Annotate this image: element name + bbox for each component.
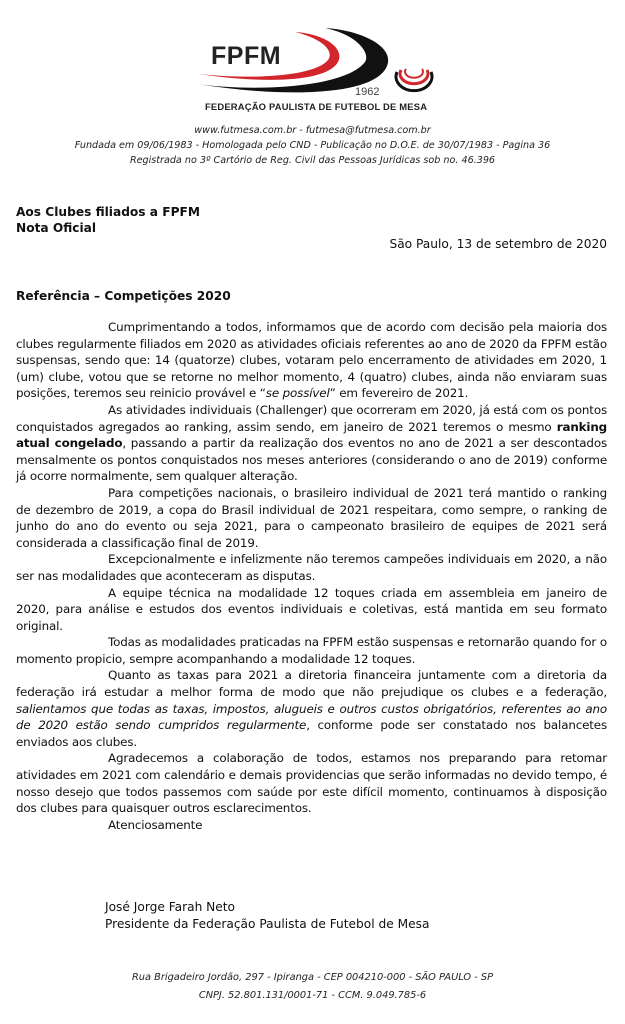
paragraph-text: , passando a partir da realização dos eventos no ano de 2021 a ser descontados mensalmente os pontos conquistados nos meses anteriores (considerando o ano de 2019) conforme já ocorre normalmente, sem qualquer alteração.	[16, 436, 607, 484]
paragraph-text: Cumprimentando a todos, informamos que de acordo com decisão pela maioria dos clubes regularmente filiados em 2020 as atividades oficiais referentes ao ano de 2020 da FPFM estão suspensas, sendo que: 14 (quatorze) clubes, votaram pelo encerramento de atividades em 2020, 1 (um) clube, votou que se retorne no melhor momento, 4 (quatro) clubes, ainda não enviaram suas posições, teremos seu reinicio provável e “	[16, 320, 607, 401]
fpfm-logo	[195, 22, 445, 118]
paragraph: A equipe técnica na modalidade 12 toques criada em assembleia em janeiro de 2020, para análise e estudos dos eventos individuais e coletivas, está mantida em seu formato original.	[16, 585, 607, 633]
logo-year: 1962	[355, 86, 380, 98]
paragraph-italic-text: salientamos que todas as taxas, impostos, alugueis e outros custos obrigatórios, referentes ao ano de 2020 estão sendo cumpridos regularmente	[16, 701, 607, 733]
paragraph: Excepcionalmente e infelizmente não teremos campeões individuais em 2020, a não ser nas modalidades que aconteceram as disputas.	[16, 552, 607, 583]
reference-heading: Referência – Competições 2020	[16, 289, 231, 303]
paragraph-text: ” em fevereiro de 2021.	[329, 386, 469, 401]
paragraph	[16, 667, 607, 750]
founded-line: Fundada em 09/06/1983 - Homologada pelo CND - Publicação no D.O.E. de 30/07/1983 - Pagina 36	[74, 140, 551, 151]
paragraph-text: Quanto as taxas para 2021 a diretoria financeira juntamente com a diretoria da federação irá estudar a melhor forma de modo que não prejudique os clubes e a federação,	[16, 668, 607, 700]
paragraph-italic-text: se possível	[265, 386, 330, 401]
letter-body	[16, 319, 607, 833]
paragraph-bold-text: ranking atual congelado	[16, 419, 607, 451]
signature-block	[105, 899, 429, 933]
letter-date: São Paulo, 13 de setembro de 2020	[389, 237, 607, 251]
paragraph	[16, 402, 607, 485]
letterhead-info	[0, 123, 625, 168]
paragraph: Agradecemos a colaboração de todos, estamos nos preparando para retomar atividades em 2021 com calendário e demais providencias que serão informadas no devido tempo, é nosso desejo que todos passemos com saúde por este difícil momento, continuamos à disposição dos clubes para quaisquer outros esclarecimentos.	[16, 751, 607, 816]
footer-address: Rua Brigadeiro Jordão, 297 - Ipiranga - CEP 004210-000 - SÃO PAULO - SP	[131, 972, 494, 983]
paragraph: Para competições nacionais, o brasileiro individual de 2021 terá mantido o ranking de dezembro de 2019, a copa do Brasil individual de 2021 respeitara, como sempre, o ranking de junho do ano do evento ou seja 2021, para o campeonato brasileiro de equipes de 2021 será considerada a classificação final de 2019.	[16, 485, 607, 550]
signatory-title: Presidente da Federação Paulista de Futebol de Mesa	[105, 917, 430, 931]
logo-text: FPFM	[211, 42, 282, 70]
paragraph: Todas as modalidades praticadas na FPFM estão suspensas e retornarão quando for o momento propicio, sempre acompanhando a modalidade 12 toques.	[16, 635, 607, 666]
logo-emblem-icon	[396, 69, 432, 91]
footer-ids: CNPJ. 52.801.131/0001-71 - CCM. 9.049.785-6	[198, 990, 427, 1001]
document-type: Nota Oficial	[16, 221, 97, 235]
paragraph	[16, 319, 607, 402]
addressee-line: Aos Clubes filiados a FPFM	[16, 205, 200, 219]
addressee	[16, 204, 200, 236]
contact-line: www.futmesa.com.br - futmesa@futmesa.com.br	[194, 125, 431, 136]
paragraph-text: As atividades individuais (Challenger) que ocorreram em 2020, já está com os pontos conquistados agregados ao ranking, assim sendo, em janeiro de 2021 teremos o mesmo	[16, 402, 607, 434]
closing: Atenciosamente	[108, 817, 203, 832]
logo-subtitle: FEDERAÇÃO PAULISTA DE FUTEBOL DE MESA	[205, 101, 428, 112]
footer	[0, 969, 625, 1005]
signatory-name: José Jorge Farah Neto	[105, 900, 236, 914]
registry-line: Registrada no 3º Cartório de Reg. Civil das Pessoas Jurídicas sob no. 46.396	[129, 155, 496, 166]
paragraph-text: , conforme pode ser constatado nos balancetes enviados aos clubes.	[16, 718, 608, 749]
